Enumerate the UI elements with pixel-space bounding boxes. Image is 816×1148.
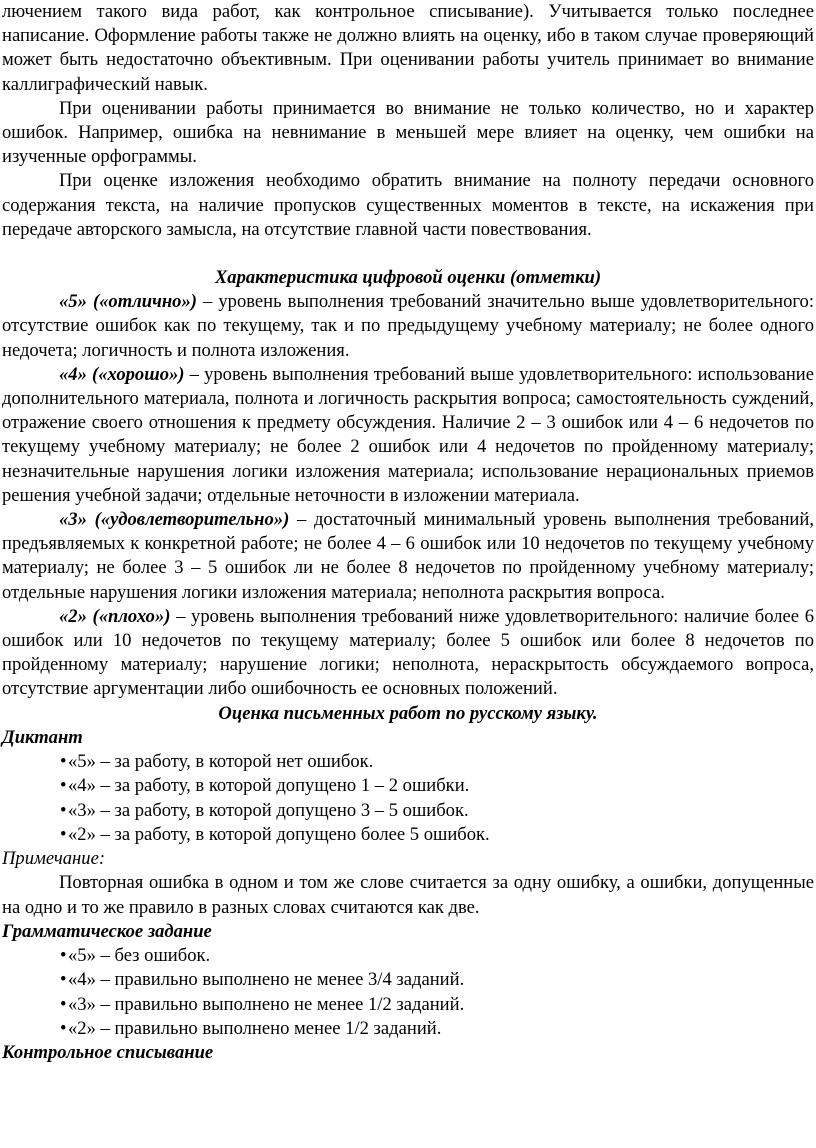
list-item-text: «5» – за работу, в которой нет ошибок.: [68, 751, 374, 773]
list-item: [60, 774, 814, 798]
copying-title: Контрольное списывание: [2, 1042, 214, 1064]
grade-3-paragraph: [2, 508, 814, 605]
grammar-title: Грамматическое задание: [2, 920, 212, 942]
grade-5-label: «5» («отлично»): [59, 291, 197, 313]
dictation-note-label: Примечание:: [2, 848, 106, 870]
bullet-icon: •: [60, 969, 67, 991]
list-item-text: «2» – за работу, в которой допущено более 5 ошибок.: [68, 823, 490, 845]
bullet-icon: •: [60, 993, 67, 1015]
list-item-text: «2» – правильно выполнено менее 1/2 заданий.: [68, 1017, 442, 1039]
list-item: [60, 750, 814, 774]
grade-4-paragraph: [2, 363, 814, 508]
intro-paragraph-2: При оценивании работы принимается во внимание не только количество, но и характер ошибок. Например, ошибка на невнимание в меньшей мере влияет на оценку, чем ошибки на изученные орфограммы.: [2, 97, 814, 168]
bullet-icon: •: [60, 945, 67, 967]
grade-2-text: – уровень выполнения требований ниже удовлетворительного: наличие более 6 ошибок или 10 недочетов по текущему материалу; более 5 ошибок или более 8 недочетов по пройденному материалу; нарушение логики; неполнота, нераскрытость обсуждаемого вопроса, отсутствие аргументации либо ошибочность ее основных положений.: [2, 605, 814, 700]
intro-paragraph-3: При оценке изложения необходимо обратить внимание на полноту передачи основного содержания текста, на наличие пропусков существенных моментов в тексте, на искажения при передаче авторского замысла, на отсутствие главной части повествования.: [2, 170, 814, 240]
grade-2-label: «2» («плохо»): [59, 605, 171, 627]
list-item: [60, 944, 814, 968]
list-item: [60, 823, 814, 847]
grade-4-text: – уровень выполнения требований выше удовлетворительного: использование дополнительного материала, полнота и логичность раскрытия вопроса; самостоятельность суждений, отражение своего отношения к предмету обсуждения. Наличие 2 – 3 ошибок или 4 – 6 недочетов по текущему учебному материалу; не более 2 ошибок или 4 недочетов по пройденному материалу; незначительные нарушения логики изложения материала; использование нерациональных приемов решения учебной задачи; отдельные неточности в изложении материала.: [2, 363, 815, 506]
grade-2-paragraph: [2, 605, 814, 702]
list-item: [60, 799, 814, 823]
list-item-text: «4» – за работу, в которой допущено 1 – 2 ошибки.: [68, 775, 470, 797]
list-item: [60, 1017, 814, 1041]
intro-paragraph-1: лючением такого вида работ, как контрольное списывание). Учитывается только последнее написание. Оформление работы также не должно влиять на оценку, ибо в таком случае проверяющий может быть недостаточно объективным. При оценивании работы учитель принимает во внимание каллиграфический навык.: [2, 1, 814, 95]
list-item-text: «4» – правильно выполнено не менее 3/4 заданий.: [68, 969, 465, 991]
bullet-icon: •: [60, 823, 67, 845]
list-item: [60, 968, 814, 992]
characteristics-title: Характеристика цифровой оценки (отметки): [214, 267, 602, 289]
dictation-title: Диктант: [2, 726, 83, 748]
list-item-text: «3» – за работу, в которой допущено 3 – 5 ошибок.: [68, 799, 469, 821]
bullet-icon: •: [60, 751, 67, 773]
dictation-note-text: Повторная ошибка в одном и том же слове считается за одну ошибку, а ошибки, допущенные на одно и то же правило в разных словах считаются как две.: [2, 872, 814, 918]
list-item-text: «3» – правильно выполнено не менее 1/2 заданий.: [68, 993, 465, 1015]
bullet-icon: •: [60, 775, 67, 797]
section-gap: [2, 242, 814, 266]
written-works-title: Оценка письменных работ по русскому языку.: [218, 702, 598, 724]
grade-3-label: «3» («удовлетворительно»): [59, 509, 290, 531]
grade-5-paragraph: [2, 290, 814, 363]
list-item-text: «5» – без ошибок.: [68, 945, 211, 967]
dictation-list: [2, 750, 814, 847]
grade-3-text: – достаточный минимальный уровень выполнения требований, предъявляемых к конкретной работе; не более 4 – 6 ошибок или 10 недочетов по текущему учебному материалу; не более 3 – 5 ошибок ли не более 8 недочетов по пройденному учебному материалу; отдельные нарушения логики изложения материала; неполнота раскрытия вопроса.: [2, 509, 814, 603]
list-item: [60, 993, 814, 1017]
bullet-icon: •: [60, 799, 67, 821]
bullet-icon: •: [60, 1017, 67, 1039]
grade-4-label: «4» («хорошо»): [59, 363, 185, 385]
grammar-list: [2, 944, 814, 1041]
grade-5-text: – уровень выполнения требований значительно выше удовлетворительного: отсутствие ошибок как по текущему, так и по предыдущему учебному материалу; не более одного недочета; логичность и полнота изложения.: [2, 291, 814, 361]
